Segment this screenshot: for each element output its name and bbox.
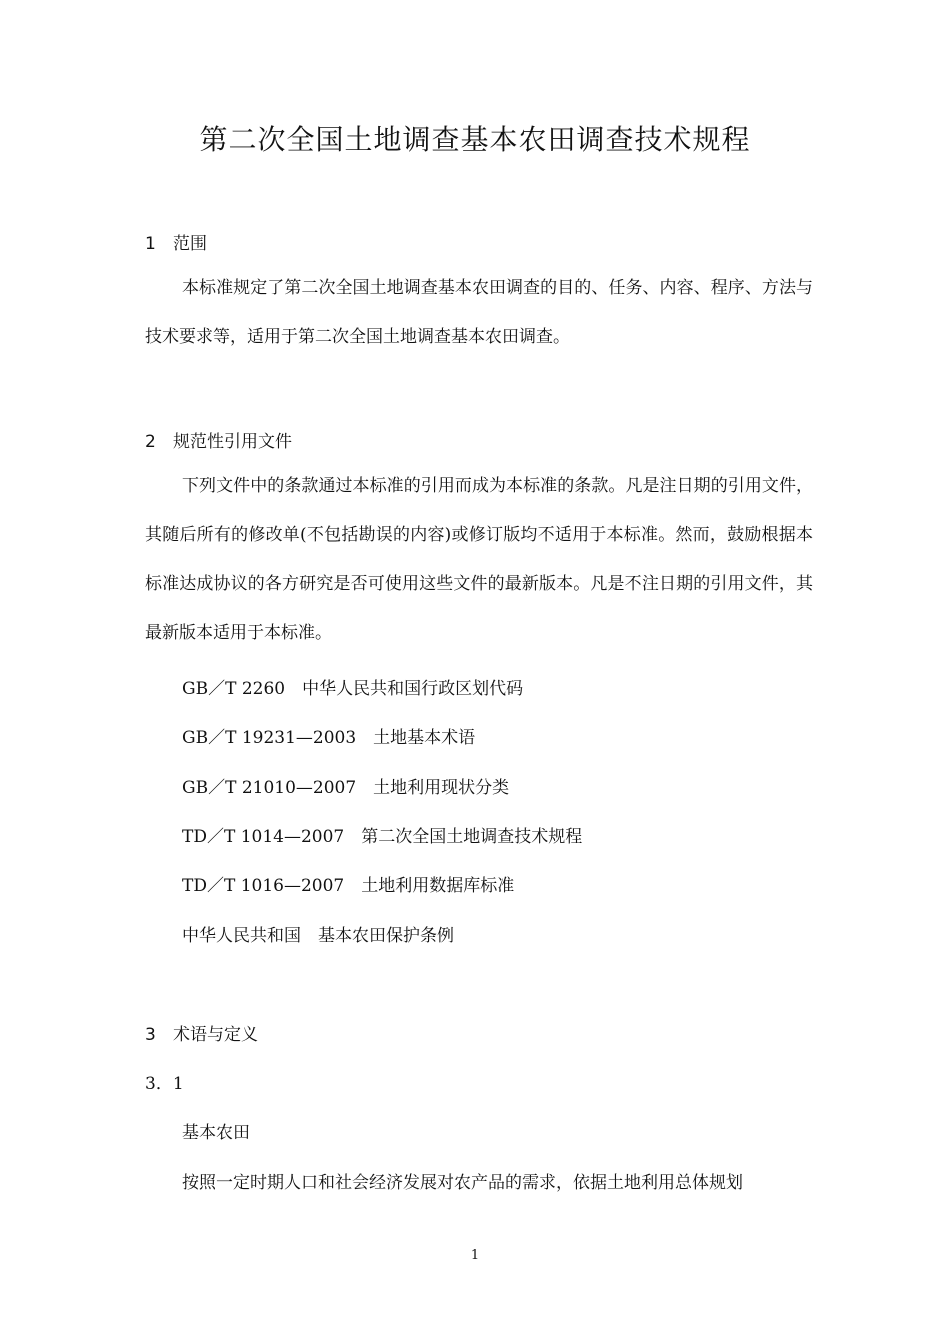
section-title: 术语与定义	[173, 1025, 258, 1045]
subsection-number: 3．1	[145, 1074, 184, 1094]
section-title: 规范性引用文件	[173, 432, 292, 452]
reference-item: GB／T 2260 中华人民共和国行政区划代码	[182, 679, 524, 699]
section-3-heading	[145, 1020, 258, 1045]
reference-item: TD／T 1014—2007 第二次全国土地调查技术规程	[182, 827, 583, 847]
term-definition: 按照一定时期人口和社会经济发展对农产品的需求，依据土地利用总体规划	[182, 1173, 743, 1193]
reference-item: TD／T 1016—2007 土地利用数据库标准	[182, 876, 515, 896]
section-title: 范围	[173, 234, 207, 254]
section-number: 2	[145, 432, 156, 452]
term-name: 基本农田	[182, 1123, 250, 1143]
reference-item: 中华人民共和国 基本农田保护条例	[182, 926, 454, 946]
section-number: 3	[145, 1025, 156, 1045]
section-number: 1	[145, 234, 156, 254]
section-1-paragraph: 本标准规定了第二次全国土地调查基本农田调查的目的、任务、内容、程序、方法与技术要求等，适用于第二次全国土地调查基本农田调查。	[145, 278, 813, 347]
document-title: 第二次全国土地调查基本农田调查技术规程	[199, 123, 751, 156]
section-2-paragraph: 下列文件中的条款通过本标准的引用而成为本标准的条款。凡是注日期的引用文件，其随后所有的修改单(不包括勘误的内容)或修订版均不适用于本标准。然而，鼓励根据本标准达成协议的各方研究是否可使用这些文件的最新版本。凡是不注日期的引用文件，其最新版本适用于本标准。	[145, 476, 813, 643]
page-number: 1	[470, 1248, 480, 1263]
section-2-heading	[145, 427, 292, 452]
section-1-heading	[145, 229, 207, 254]
reference-item: GB／T 19231—2003 土地基本术语	[182, 728, 476, 748]
reference-item: GB／T 21010—2007 土地利用现状分类	[182, 778, 510, 798]
